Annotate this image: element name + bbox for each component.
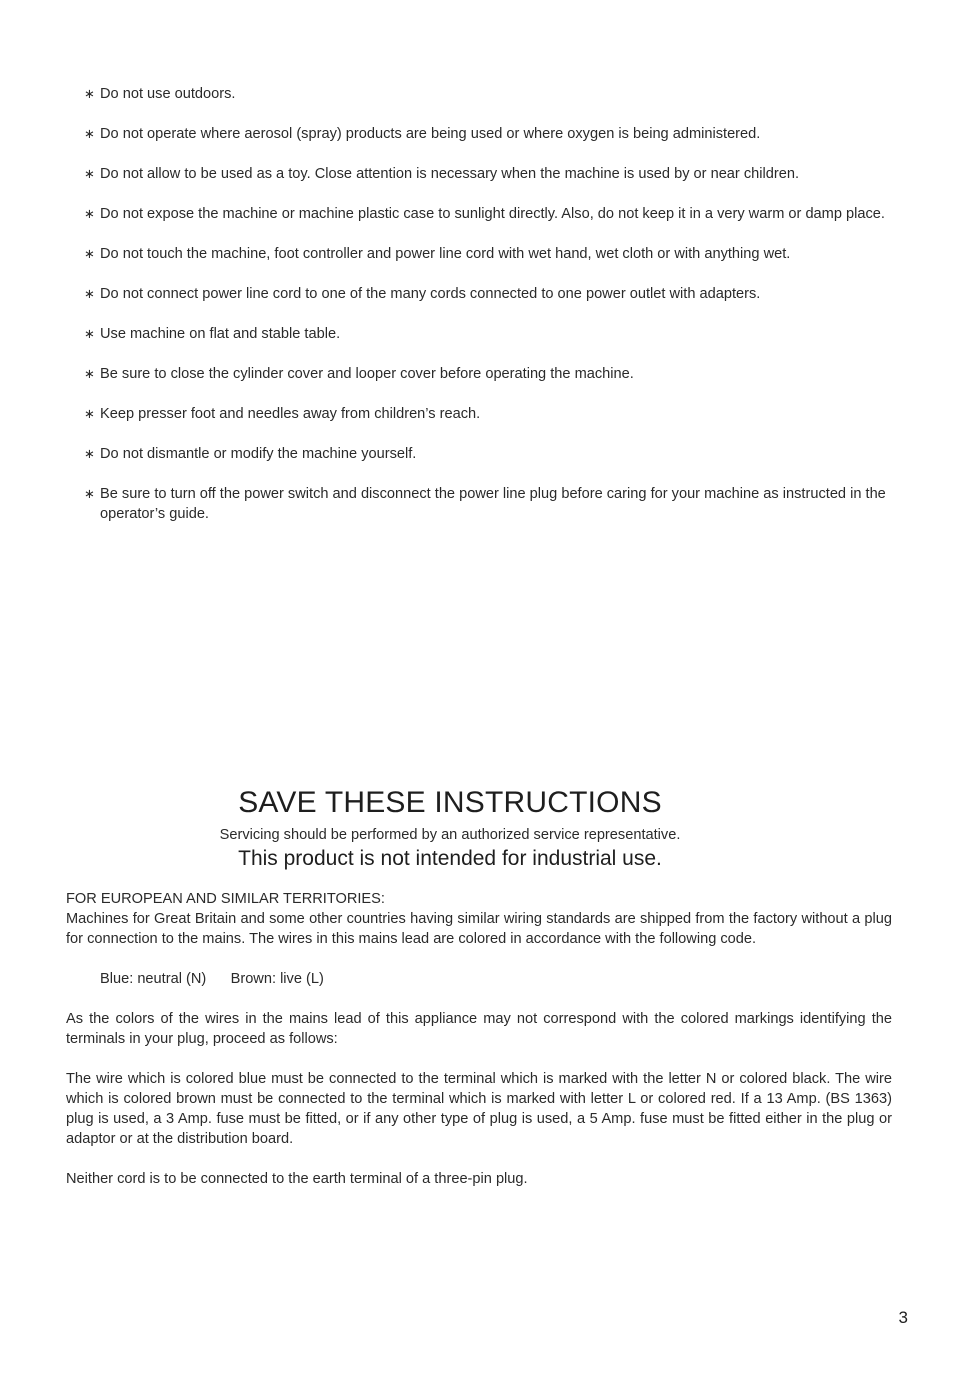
list-item-text: Be sure to turn off the power switch and disconnect the power line plug before caring for your machine as instructed in the operator’s guide. <box>100 486 886 522</box>
wire-code-blue: Blue: neutral (N) <box>100 971 207 987</box>
industrial-use-note: This product is not intended for industrial use. <box>238 847 662 870</box>
asterisk-bullet-icon: ∗ <box>84 326 95 341</box>
asterisk-bullet-icon: ∗ <box>84 246 95 261</box>
earth-terminal-note: Neither cord is to be connected to the earth terminal of a three-pin plug. <box>66 1171 528 1187</box>
list-item <box>84 164 894 184</box>
list-item <box>84 284 894 304</box>
list-item-text: Use machine on flat and stable table. <box>100 326 341 342</box>
asterisk-bullet-icon: ∗ <box>84 366 95 381</box>
list-item <box>84 84 894 104</box>
list-item-text: Do not allow to be used as a toy. Close attention is necessary when the machine is used by or near children. <box>100 166 799 182</box>
list-item <box>84 204 894 224</box>
wiring-paragraph: The wire which is colored blue must be connected to the terminal which is marked with the letter N or colored black. The wire which is colored brown must be connected to the terminal which is marked with letter L or colored red. If a 13 Amp. (BS 1363) plug is used, a 3 Amp. fuse must be fitted, or if any other type of plug is used, a 5 Amp. fuse must be fitted either in the plug or adaptor or at the distribution board. <box>66 1071 892 1147</box>
servicing-note: Servicing should be performed by an authorized service representative. <box>219 827 681 843</box>
list-item-text: Keep presser foot and needles away from children’s reach. <box>100 406 481 422</box>
list-item <box>84 244 894 264</box>
save-instructions-title: SAVE THESE INSTRUCTIONS <box>238 786 662 819</box>
list-item-text: Do not expose the machine or machine plastic case to sunlight directly. Also, do not keep it in a very warm or damp place. <box>100 206 885 222</box>
asterisk-bullet-icon: ∗ <box>84 406 95 421</box>
list-item-text: Do not dismantle or modify the machine yourself. <box>100 446 417 462</box>
colors-paragraph: As the colors of the wires in the mains lead of this appliance may not correspond with the colored markings identifying the terminals in your plug, proceed as follows: <box>66 1011 892 1047</box>
list-item <box>84 444 894 464</box>
asterisk-bullet-icon: ∗ <box>84 86 95 101</box>
asterisk-bullet-icon: ∗ <box>84 486 95 501</box>
wire-color-codes <box>66 969 892 989</box>
wire-code-brown: Brown: live (L) <box>230 971 324 987</box>
asterisk-bullet-icon: ∗ <box>84 166 95 181</box>
list-item-text: Do not connect power line cord to one of the many cords connected to one power outlet with adapters. <box>100 286 761 302</box>
safety-instructions-list <box>84 84 894 544</box>
asterisk-bullet-icon: ∗ <box>84 126 95 141</box>
european-heading: FOR EUROPEAN AND SIMILAR TERRITORIES: <box>66 891 385 907</box>
list-item <box>84 124 894 144</box>
list-item <box>84 324 894 344</box>
asterisk-bullet-icon: ∗ <box>84 206 95 221</box>
list-item-text: Be sure to close the cylinder cover and looper cover before operating the machine. <box>100 366 634 382</box>
save-instructions-block <box>0 783 900 873</box>
european-wiring-section <box>66 889 892 1189</box>
list-item-text: Do not use outdoors. <box>100 86 236 102</box>
asterisk-bullet-icon: ∗ <box>84 286 95 301</box>
asterisk-bullet-icon: ∗ <box>84 446 95 461</box>
page-number: 3 <box>898 1308 908 1327</box>
list-item <box>84 364 894 384</box>
list-item-text: Do not touch the machine, foot controller and power line cord with wet hand, wet cloth or with anything wet. <box>100 246 791 262</box>
list-item-text: Do not operate where aerosol (spray) products are being used or where oxygen is being administered. <box>100 126 761 142</box>
european-intro-paragraph: Machines for Great Britain and some other countries having similar wiring standards are shipped from the factory without a plug for connection to the mains. The wires in this mains lead are colored in accordance with the following code. <box>66 911 892 947</box>
list-item <box>84 484 894 524</box>
list-item <box>84 404 894 424</box>
